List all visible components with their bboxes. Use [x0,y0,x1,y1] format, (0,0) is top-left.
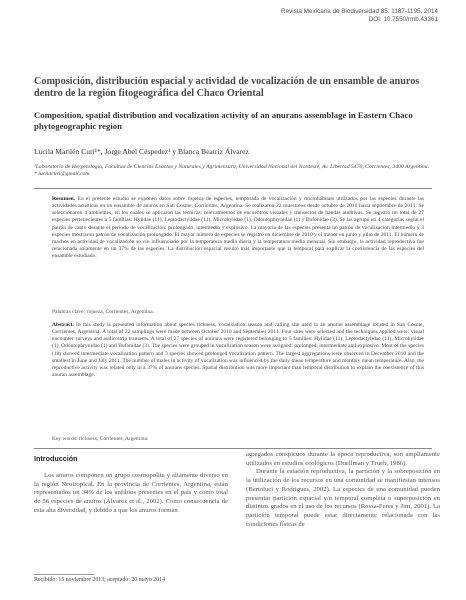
key-words [52,436,424,442]
resumen-label: Resumen. [52,196,76,202]
body-column-right [246,451,440,529]
key-words-label: Key words: [52,436,78,442]
title-english: Composition, spatial distribution and vocalization activity of an anurans assemblage in Eastern Chaco phytogeographic region [34,110,413,131]
body-paragraph: Durante la estación reproductiva, la partición y la sobreposición en la utilización de los recursos en una comunidad se manifiestan intensos (Bertoluci y Rodrigues, 2002). La especies de una comunidad pueden presentar partición espacial y/o temporal completa o superposición en distintos grados en el uso de los recursos (Rossa-Feres y Jim, 2001). La partición temporal puede estar directamente relacionada con las condiciones físicas de [246,468,440,528]
body-column-left [34,472,228,516]
resumen-block [52,196,424,260]
divider-bottom [34,448,432,449]
author-list: Lucila Marilén Curi¹*, Jorge Abel Céspedez¹ y Blanca Beatriz Álvarez [34,147,249,156]
received-date: Recibido: 15 noviembre 2013; aceptado: 20 mayo 2014 [34,577,166,583]
key-words-text: richness, Corrientes, Argentina. [78,436,149,442]
footnote-rule [34,574,94,575]
affiliation-text: ¹Laboratorio de Herpetología, Facultad de Ciencias Exactas y Naturales y Agrimensura, Universidad Nacional del Nordeste, Av. Libertad 5470, Corrientes, 3400 Argentina. [34,164,430,170]
abstract-label: Abstract. [52,322,74,328]
palabras-clave-text: riqueza, Corrientes, Argentina. [86,309,155,315]
abstract-block [52,322,424,379]
palabras-clave-label: Palabras clave: [52,309,86,315]
body-paragraph: Los anuros componen un grupo cosmopolita y altamente diverso en la región Neotropical. En la provincia de Corrientes, Argentina, están representados un 34% de los anfibios presentes en el país y como total de 56 especies de anuros (Álvarez et al., 2002). Como consecuencia de esta alta diversidad, y debido a que los anuros forman [34,472,228,514]
journal-header [178,8,438,24]
palabras-clave [52,309,424,315]
body-paragraph: agregados conspicuos durante la época reproductiva, son ampliamente utilizados en estudios ecológicos (Duellman y Trueb, 1986). [246,451,440,467]
journal-citation: Revista Mexicana de Biodiversidad 85: 1187-1195, 2014 [281,8,438,15]
divider-top [34,188,432,189]
affiliation [34,164,444,178]
journal-doi: DOI: 10.7550/rmb.43361 [368,16,438,23]
section-heading-introduccion: Introducción [34,454,78,463]
resumen-text: En el presente estudio se exponen datos sobre riqueza de especies, temporada de vocalización y microhábitats utilizados por las especies durante las actividades acústicas en un ensamble de anuros en San Cosme, Corrientes, Argentina. Se realizaron 22 muestreos desde octubre de 2010 hasta septiembre de 2011. Se seleccionaron 4 ambientes, en los cuales se aplicaron las técnicas: relevamientos de encuentros visuales y transectos de bandas auditivas. Se registró un total de 27 especies pertenecientes a 5 familias: Hylidae (11), Leptodactylidae (11), Microhylidae (1), Odontophrynidae (1) y Bufonidae (3). Se las agrupó en 4 categorías según el patrón de canto durante el período de vocalización: prolongado, intermedio y explosivo. La mayoría de las especies presenta un patrón de vocalización intermedio y 3 especies mostraron patrón de vocalización prolongado. El mayor número de especies se registró en diciembre de 2010 y el menor en junio y julio de 2011. El número de machos en actividad de vocalización se vio influenciado por la temperatura media diaria y la temperatura media mensual. Sin embargo, la actividad reproductiva fue relacionada solamente en un 37% de las especies. La distribución espacial resultó más importante que la temporal para explicar la coexistencia de las especies del ensamble estudiado. [52,196,424,260]
author-email[interactable]: * lucilacuri@gmail.com [34,171,90,177]
title-spanish: Composición, distribución espacial y actividad de vocalización de un ensamble de anuros dentro de la región fitogeográfica del Chaco Oriental [34,76,420,99]
abstract-text: In this study is presented information about species richness, vocalization season and calling site used in an anuran assemblage located in San Cosme, Corrientes, Argentina. A total of 22 samplings were made between October 2010 and September 2011. Four sites were selected and the techniques applied were: visual encounter surveys and audio strip transects. A total of 27 species of anurans were registered belonging to 5 families: Hylidae (11), Leptodactylidae (11), Microhylidae (1), Odontophrynidae (1) and Bufonidae (3). The species were grouped in vocalization season were assigned: prolonged, intermediate and explosive. Most of the species (18) showed intermediate vocalization pattern and 3 species showed prolonged vocalization pattern. The largest aggregations were observed in December 2010 and the smallest in June and July 2011. The number of males in activity of vocalization was influenced by the daily mean temperature and monthly mean temperature. Also, the reproductive activity was related only in a 37% of anurans species. Spatial distribution was more important than temporal distribution to explain the coexistence of this anuran assemblage. [52,322,425,379]
